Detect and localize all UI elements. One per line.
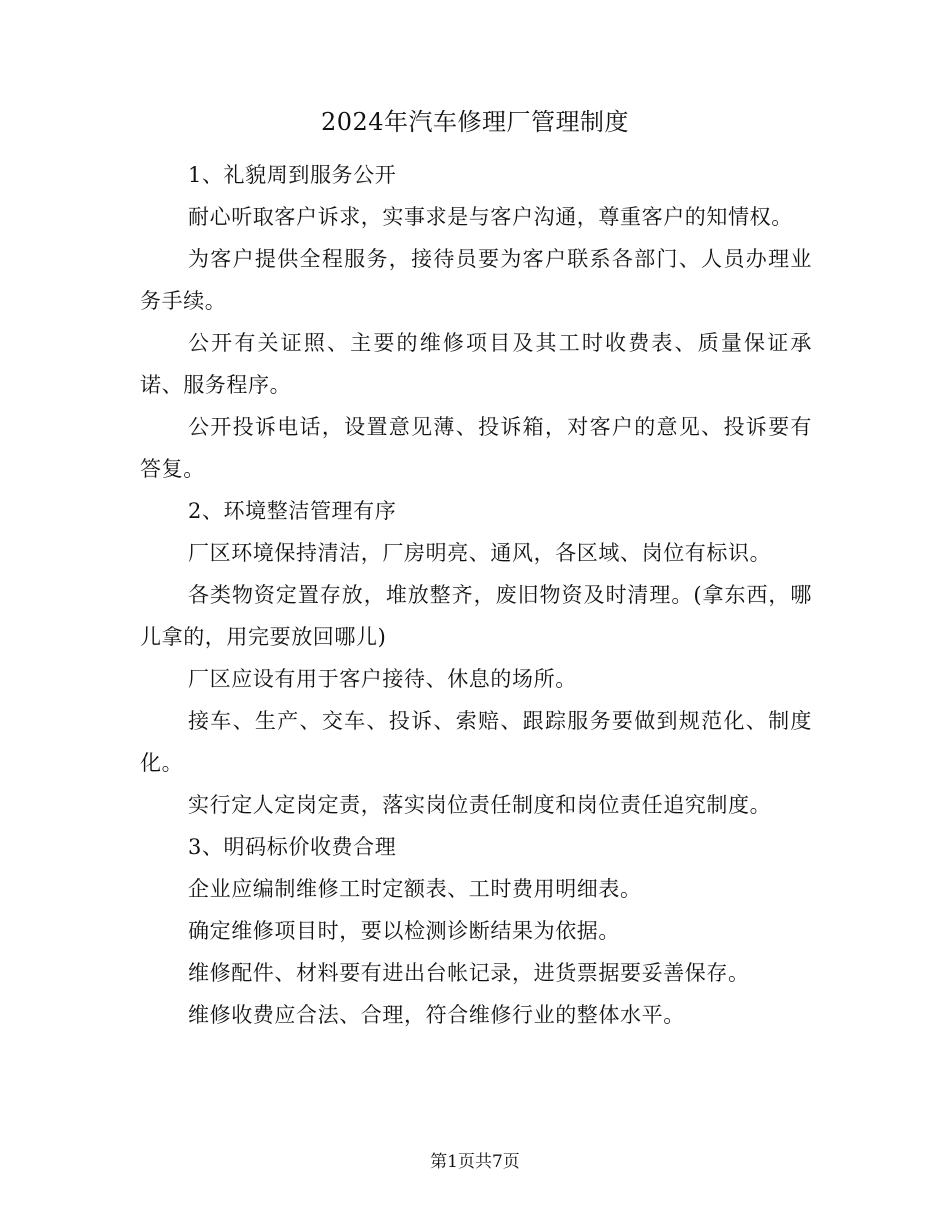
paragraph: 维修收费应合法、合理，符合维修行业的整体水平。 <box>188 1003 685 1027</box>
section-heading-1: 1、礼貌周到服务公开 <box>188 163 397 187</box>
paragraph: 耐心听取客户诉求，实事求是与客户沟通，尊重客户的知情权。 <box>188 205 793 229</box>
document-body <box>140 154 812 1036</box>
paragraph: 各类物资定置存放，堆放整齐，废旧物资及时清理。(拿东西，哪儿拿的，用完要放回哪儿) <box>140 583 812 649</box>
paragraph: 厂区环境保持清洁，厂房明亮、通风，各区域、岗位有标识。 <box>188 541 772 565</box>
paragraph: 为客户提供全程服务，接待员要为客户联系各部门、人员办理业务手续。 <box>140 247 812 313</box>
paragraph: 企业应编制维修工时定额表、工时费用明细表。 <box>188 877 642 901</box>
section-heading-3: 3、明码标价收费合理 <box>188 835 397 859</box>
section-heading-2: 2、环境整洁管理有序 <box>188 499 397 523</box>
paragraph: 接车、生产、交车、投诉、索赔、跟踪服务要做到规范化、制度化。 <box>140 709 812 775</box>
paragraph: 公开投诉电话，设置意见薄、投诉箱，对客户的意见、投诉要有答复。 <box>140 415 812 481</box>
paragraph: 厂区应设有用于客户接待、休息的场所。 <box>188 667 577 691</box>
paragraph: 实行定人定岗定责，落实岗位责任制度和岗位责任追究制度。 <box>188 793 772 817</box>
paragraph: 维修配件、材料要有进出台帐记录，进货票据要妥善保存。 <box>188 961 750 985</box>
paragraph: 确定维修项目时，要以检测诊断结果为依据。 <box>188 919 620 943</box>
page-number-footer: 第1页共7页 <box>430 1152 520 1172</box>
document-title: 2024年汽车修理厂管理制度 <box>320 108 630 136</box>
paragraph: 公开有关证照、主要的维修项目及其工时收费表、质量保证承诺、服务程序。 <box>140 331 812 397</box>
